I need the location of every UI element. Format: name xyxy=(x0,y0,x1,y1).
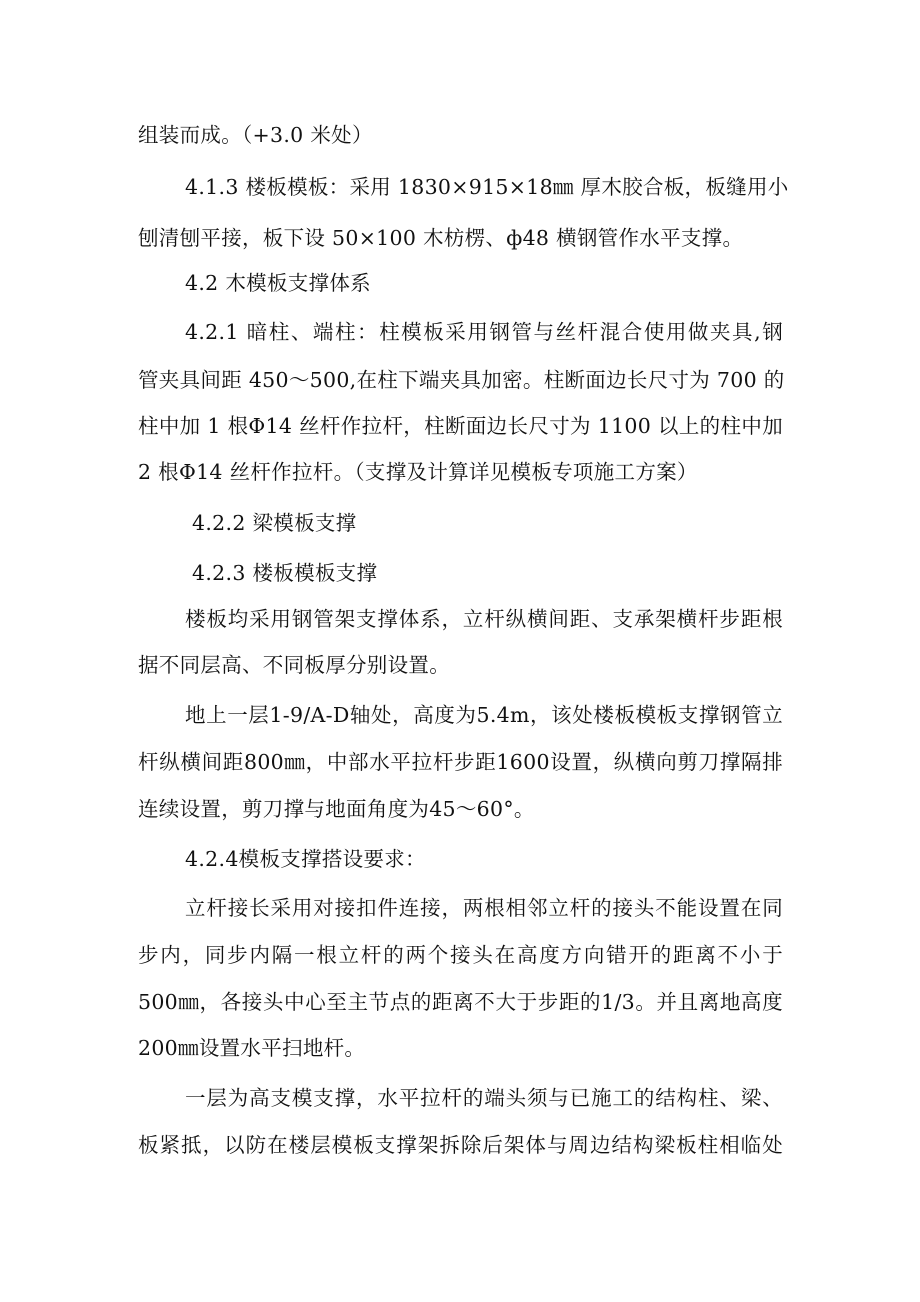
text-line: 杆纵横间距800㎜，中部水平拉杆步距1600设置，纵横向剪刀撑隔排 xyxy=(138,750,783,774)
text-line: 连续设置，剪刀撑与地面角度为45～60°。 xyxy=(138,797,535,821)
text-line: 刨清刨平接，板下设 50×100 木枋楞、ф48 横钢管作水平支撑。 xyxy=(138,226,744,250)
text-line: 地上一层1-9/A-D轴处，高度为5.4m，该处楼板模板支撑钢管立 xyxy=(185,703,783,727)
text-line: 据不同层高、不同板厚分别设置。 xyxy=(138,653,450,677)
text-line: 步内，同步内隔一根立杆的两个接头在高度方向错开的距离不小于 xyxy=(138,943,783,967)
text-line: 立杆接长采用对接扣件连接，两根相邻立杆的接头不能设置在同 xyxy=(185,896,783,920)
text-line: 柱中加 1 根Φ14 丝杆作拉杆，柱断面边长尺寸为 1100 以上的柱中加 xyxy=(138,414,783,438)
section-heading: 4.2.4模板支撑搭设要求： xyxy=(185,847,426,871)
text-line: 500㎜，各接头中心至主节点的距离不大于步距的1/3。并且离地高度 xyxy=(138,990,783,1014)
section-heading: 4.2.3 楼板模板支撑 xyxy=(192,561,378,585)
text-line: 楼板均采用钢管架支撑体系，立杆纵横间距、支承架横杆步距根 xyxy=(185,607,783,631)
section-heading: 4.2.2 梁模板支撑 xyxy=(192,511,357,535)
text-line: 200㎜设置水平扫地杆。 xyxy=(138,1036,366,1060)
text-line: 2 根Φ14 丝杆作拉杆。（支撑及计算详见模板专项施工方案） xyxy=(138,460,698,484)
section-heading: 4.2 木模板支撑体系 xyxy=(185,271,371,295)
text-line: 4.2.1 暗柱、端柱：柱模板采用钢管与丝杆混合使用做夹具,钢 xyxy=(185,320,783,344)
text-line: 组装而成。（+3.0 米处） xyxy=(138,123,373,147)
text-line: 4.1.3 楼板模板：采用 1830×915×18㎜ 厚木胶合板，板缝用小 xyxy=(185,175,789,199)
text-line: 一层为高支模支撑，水平拉杆的端头须与已施工的结构柱、梁、 xyxy=(185,1086,783,1110)
text-line: 管夹具间距 450～500,在柱下端夹具加密。柱断面边长尺寸为 700 的 xyxy=(138,368,785,392)
text-line: 板紧抵，以防在楼层模板支撑架拆除后架体与周边结构梁板柱相临处 xyxy=(138,1133,783,1157)
